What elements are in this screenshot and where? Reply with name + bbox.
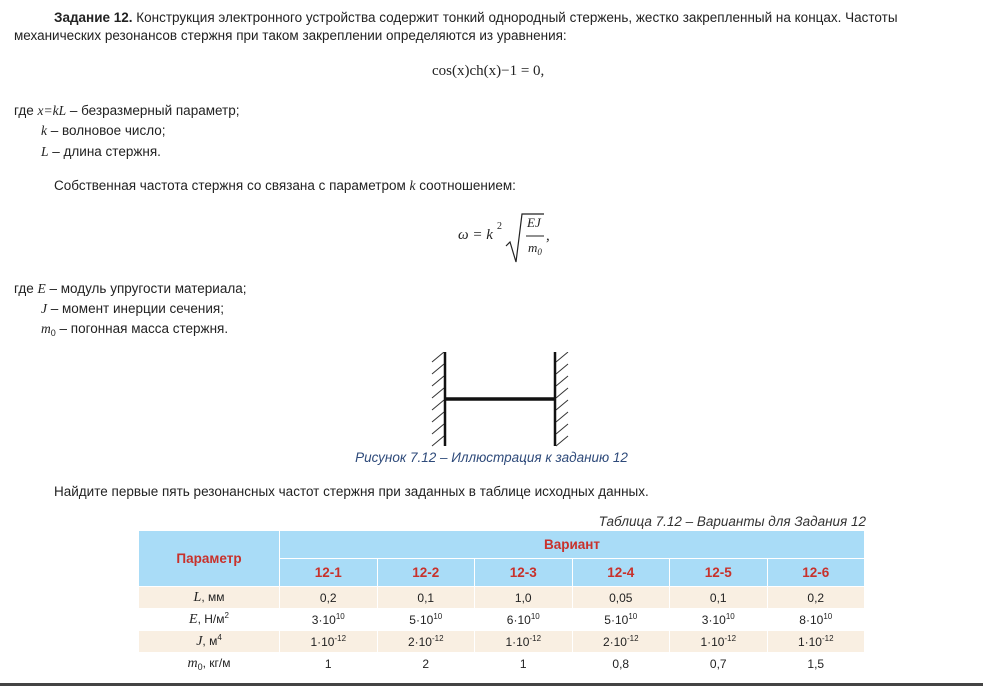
table-row-J bbox=[139, 631, 865, 653]
times-ten: ·10 bbox=[804, 634, 822, 649]
param-unit-sup: 4 bbox=[217, 632, 222, 642]
param-var: m bbox=[187, 655, 198, 671]
table-cell: 1,0 bbox=[475, 587, 573, 609]
where2-line2 bbox=[41, 300, 224, 318]
times-ten: ·10 bbox=[317, 634, 335, 649]
table-cell bbox=[572, 609, 670, 631]
task-intro bbox=[54, 8, 964, 27]
table-cell: 1 bbox=[280, 653, 378, 675]
table-cell: 1 bbox=[475, 653, 573, 675]
row-param bbox=[139, 587, 280, 609]
table-row-L bbox=[139, 587, 865, 609]
task-label: Задание 12. bbox=[54, 10, 133, 25]
variant-header: Вариант bbox=[280, 531, 865, 559]
frequency-text: Собственная частота стержня со связана с параметром bbox=[54, 178, 410, 193]
mantissa: 1 bbox=[700, 634, 708, 649]
instruction-text: Найдите первые пять резонансных частот стержня при заданных в таблице исходных данных. bbox=[54, 484, 649, 499]
param-unit: , Н/м bbox=[197, 611, 225, 626]
param-unit: , м bbox=[202, 633, 218, 648]
right-wall-hatch bbox=[556, 352, 568, 446]
param-var-sub: 0 bbox=[197, 661, 203, 672]
var-L: L bbox=[41, 144, 49, 159]
table-cell: 0,1 bbox=[377, 587, 475, 609]
eq2-den-var: m bbox=[528, 240, 538, 255]
times-ten: ·10 bbox=[805, 612, 824, 627]
mantissa: 8 bbox=[799, 612, 806, 627]
variant-col-header: 12-6 bbox=[767, 559, 865, 587]
exponent: -12 bbox=[334, 633, 347, 643]
param-header: Параметр bbox=[139, 531, 280, 587]
times-ten: ·10 bbox=[415, 612, 434, 627]
mantissa: 3 bbox=[701, 612, 709, 627]
mantissa: 2 bbox=[602, 634, 610, 649]
table-cell bbox=[475, 609, 573, 631]
left-wall-hatch bbox=[432, 352, 444, 446]
var-E: E bbox=[37, 281, 46, 296]
table-cell bbox=[767, 609, 865, 631]
rod-figure bbox=[428, 352, 578, 448]
table-cell bbox=[475, 631, 573, 653]
times-ten: ·10 bbox=[609, 634, 627, 649]
table-cell bbox=[670, 631, 768, 653]
table-cell bbox=[280, 609, 378, 631]
eq2-power: 2 bbox=[497, 221, 502, 232]
table-cell: 0,2 bbox=[280, 587, 378, 609]
mantissa: 5 bbox=[604, 612, 611, 627]
equation-2 bbox=[458, 210, 568, 266]
row-param bbox=[139, 631, 280, 653]
task-text-1: Конструкция электронного устройства содержит тонкий однородный стержень, жестко закрепленный на концах. Частоты bbox=[132, 10, 898, 25]
param-unit: , кг/м bbox=[202, 655, 231, 670]
table-cell bbox=[572, 631, 670, 653]
table-cell: 0,7 bbox=[670, 653, 768, 675]
param-unit-sup: 2 bbox=[224, 610, 229, 620]
variant-col-header: 12-5 bbox=[670, 559, 768, 587]
frequency-text-end: соотношением: bbox=[415, 178, 516, 193]
mantissa: 1 bbox=[797, 634, 805, 649]
times-ten: ·10 bbox=[318, 612, 336, 627]
mantissa: 1 bbox=[310, 634, 318, 649]
table-cell: 0,1 bbox=[670, 587, 768, 609]
table-cell bbox=[767, 631, 865, 653]
eq2-denominator bbox=[528, 240, 542, 256]
where2-line1-text: – модуль упругости материала; bbox=[45, 281, 247, 296]
where1-line3 bbox=[41, 143, 161, 161]
times-ten: ·10 bbox=[708, 612, 726, 627]
where-prefix: где bbox=[14, 103, 38, 118]
exponent: 10 bbox=[725, 611, 735, 621]
where2-prefix: где bbox=[14, 281, 38, 296]
mantissa: 3 bbox=[311, 612, 319, 627]
where1-line1-text: – безразмерный параметр; bbox=[66, 103, 240, 118]
variant-col-header: 12-1 bbox=[280, 559, 378, 587]
exponent: -12 bbox=[529, 633, 542, 643]
mantissa: 1 bbox=[505, 634, 513, 649]
table-cell bbox=[670, 609, 768, 631]
where2-line3-text: – погонная масса стержня. bbox=[55, 321, 229, 336]
exponent: -12 bbox=[431, 633, 444, 643]
table-caption: Таблица 7.12 – Варианты для Задания 12 bbox=[598, 514, 866, 529]
var-k: k bbox=[41, 123, 47, 138]
times-ten: ·10 bbox=[512, 634, 530, 649]
where2-line1 bbox=[14, 280, 246, 298]
equation-1: cos(x)ch(x)−1 = 0, bbox=[432, 63, 545, 79]
where1-line1 bbox=[14, 102, 240, 120]
times-ten: ·10 bbox=[707, 634, 725, 649]
eq2-numerator: EJ bbox=[527, 215, 541, 230]
param-var: J bbox=[196, 633, 203, 649]
times-ten: ·10 bbox=[513, 612, 531, 627]
exponent: -12 bbox=[626, 633, 639, 643]
variant-col-header: 12-3 bbox=[475, 559, 573, 587]
table-cell: 1,5 bbox=[767, 653, 865, 675]
eq2-lhs: ω = k bbox=[458, 227, 493, 243]
exponent: 10 bbox=[433, 611, 443, 621]
eq2-den-sub: 0 bbox=[537, 247, 542, 257]
exponent: -12 bbox=[724, 633, 737, 643]
where1-line3-text: – длина стержня. bbox=[48, 144, 161, 159]
param-unit: , мм bbox=[201, 589, 225, 604]
exponent: -12 bbox=[821, 633, 834, 643]
variants-table bbox=[138, 530, 865, 675]
param-var: E bbox=[189, 611, 198, 627]
row-param bbox=[139, 609, 280, 631]
times-ten: ·10 bbox=[414, 634, 432, 649]
exponent: 10 bbox=[530, 611, 540, 621]
mantissa: 6 bbox=[506, 612, 514, 627]
table-cell: 0,2 bbox=[767, 587, 865, 609]
variant-col-header: 12-4 bbox=[572, 559, 670, 587]
var-J: J bbox=[41, 301, 47, 316]
table-row-m0 bbox=[139, 653, 865, 675]
var-m0: m bbox=[41, 321, 51, 336]
table-cell bbox=[377, 609, 475, 631]
where2-line2-text: – момент инерции сечения; bbox=[47, 301, 224, 316]
row-param bbox=[139, 653, 280, 675]
var-m0-sub: 0 bbox=[50, 328, 56, 338]
table-cell: 0,8 bbox=[572, 653, 670, 675]
mantissa: 5 bbox=[409, 612, 416, 627]
var-k-2: k bbox=[409, 178, 416, 193]
where1-line2-text: – волновое число; bbox=[47, 123, 166, 138]
exponent: 10 bbox=[823, 611, 833, 621]
param-var: L bbox=[193, 589, 202, 605]
variant-col-header: 12-2 bbox=[377, 559, 475, 587]
where2-line3 bbox=[41, 320, 228, 338]
eq2-tail: , bbox=[546, 228, 550, 244]
table-cell: 2 bbox=[377, 653, 475, 675]
times-ten: ·10 bbox=[610, 612, 629, 627]
table-cell bbox=[377, 631, 475, 653]
table-row-E bbox=[139, 609, 865, 631]
mantissa: 2 bbox=[407, 634, 415, 649]
exponent: 10 bbox=[628, 611, 638, 621]
table-cell: 0,05 bbox=[572, 587, 670, 609]
var-x: x=kL bbox=[37, 103, 67, 118]
task-text-2: механических резонансов стержня при таком закреплении определяются из уравнения: bbox=[14, 28, 567, 43]
table-cell bbox=[280, 631, 378, 653]
where1-line2 bbox=[41, 122, 165, 140]
figure-caption: Рисунок 7.12 – Иллюстрация к заданию 12 bbox=[355, 450, 628, 465]
frequency-sentence bbox=[54, 177, 516, 195]
exponent: 10 bbox=[335, 611, 345, 621]
